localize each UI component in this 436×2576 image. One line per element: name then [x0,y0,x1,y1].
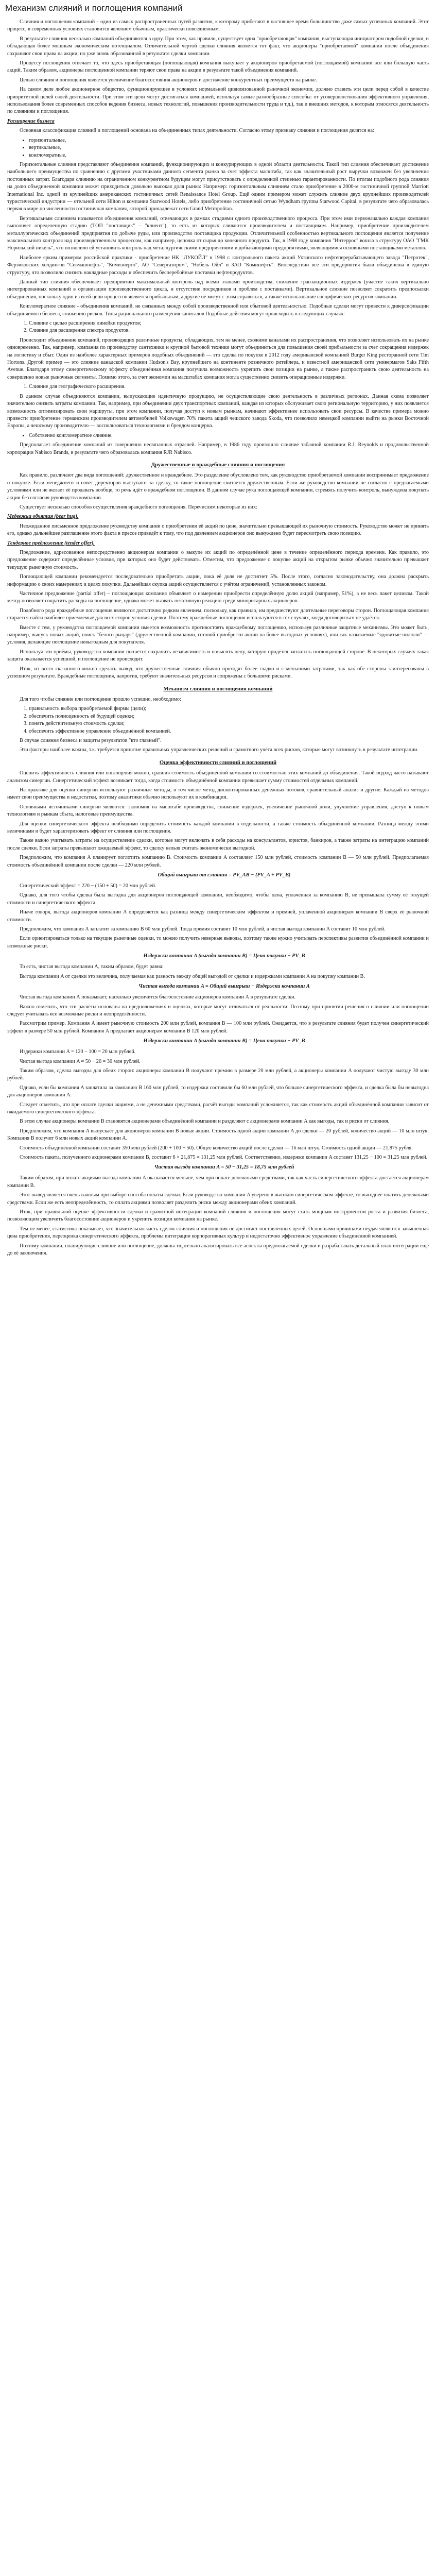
list-item: • горизонтальные, [29,137,429,144]
section-heading: Механизм слияния и поглощения компаний [163,686,273,692]
page-title: Механизм слияний и поглощения компаний [5,3,183,13]
paragraph: Иначе говоря, выгода акционеров компании A определяется как разница между синергетическим эффектом и премией, уплаченной акционерам компании B сверх её рыночной стоимости. [7,909,429,923]
paragraph: Горизонтальные слияния представляют объединения компаний, функционирующих и конкурирующих в одной области деятельности. Такой тип слияния обеспечивает достижение наибольшего преимущества по сравнению с другими участниками данного сегмента рынка за счет эффекта масштаба, так как значительный рост выручки возможен без увеличения постоянных затрат. Благодаря слиянию на ограниченном конкурентном будущем могут присутствовать с определенной степенью гарантированности. По итогам подобного рода слияния на долю объединенной компании может приходиться довольно высокая доля рынка: Например: горизонтальным слиянием стало приобретение в 2000-м гостиничной группой Marriott International Inc. одной из крупнейших американских гостиничных сетей Renaissance Hotel Group. Ещё одним примером может служить слияние двух крупнейших производителей туристической индустрии — отельной сети Hilton и компании Starwood Hotels, либо приобретение гостиничной сетью Wyndham группы Starwood Capital, в результате чего образовалась первая в мире по численности гостиничная компания, которой принадлежат сети Grand Metropolitan. [7,161,429,212]
paragraph: Слияния и поглощения компаний – один из самых распространенных путей развития, к которому прибегают в настоящее время большинство даже самых успешных компаний. Этот процесс, в современных условиях становится явлением обычным, практически повседневным. [7,19,429,32]
paragraph: Рассмотрим пример. Компания A имеет рыночную стоимость 200 млн рублей, компания B — 100 млн рублей. Ожидается, что в результате слияния будет получен синергетический эффект в размере 50 млн рублей. Компания A предлагает акционерам компании B 120 млн рублей. [7,1021,429,1034]
paragraph: Данный тип слияния обеспечивает предприятию максимальный контроль над всеми этапами производства, снижение транзакционных издержек (участие таких вертикально интегрированных компаний в организации производственного цикла, и отсутствие посредников и проблем с поставками). Вертикальное слияние позволяет сократить предпосылки объединения, поскольку один из всей цепи процессов является прибыльным, а другие не могут с этим справиться, а также использование специфических ресурсов компании. [7,279,429,300]
subheading-line [7,513,429,520]
paragraph: Предположим, что компания A выпускает для акционеров компании B новые акции. Стоимость одной акции компании A до сделки — 20 рублей, количество акций — 10 млн штук. Компания B получит 6 млн новых акций компании A. [7,1128,429,1142]
list-item: 3. понять действительную стоимость сделки; [29,720,429,727]
paragraph: Вместе с тем, у руководства поглощаемой компании имеется возможность противостоять враждебному поглощению, используя различные защитные механизмы. Это может быть, например, выпуск новых акций, поиск "белого рыцаря" (дружественной компании, готовой приобрести акции на более выгодных условиях), или так называемые "ядовитые пилюли" — условия, делающие поглощение невыгодным для покупателя. [7,624,429,646]
paragraph: Как правило, различают два вида поглощений: дружественное и враждебное. Это разделение обусловлено тем, как руководство приобретаемой компании воспринимает предложение о покупке. Если менеджмент и совет директоров выступают за сделку, то такое поглощение считается дружественным. Если же руководство компании не согласно с предлагаемыми условиями или не желает её продавать вообще, то речь идёт о враждебном поглощении. В данном случае рука поглощающей компании, стремясь получить контроль, вынуждена покупать акции без согласия руководства компании. [7,472,429,501]
paragraph: Неожиданное письменное предложение руководству компании о приобретении её акций по цене, значительно превышающей их рыночную стоимость. Руководство может не принять его, однако дальнейшее разглашение этого факта в прессе приведёт к тому, что под давлением акционеров оно вынуждено будет пересмотреть свою позицию. [7,523,429,537]
paragraph: Однако, для того чтобы сделка была выгодна для акционеров поглощающей компании, необходимо, чтобы цена, уплаченная за компанию B, не превышала сумму её текущей стоимости и синергетического эффекта. [7,892,429,906]
bullet-list [7,432,429,439]
list-item: 2. Слияние для расширения спектра продуктов. [29,327,429,334]
formula: Чистая выгода компании A = Общий выигрыш − Издержки компании A [138,984,310,990]
paragraph: Используя эти приёмы, руководство компании пытается сохранить независимость и повысить цену, которую придётся заплатить поглощающей стороне. В некоторых случаях такая защита оказывается успешной, и поглощение не происходит. [7,649,429,663]
paragraph: Поглощающей компании рекомендуется последовательно приобретать акции, пока её доля не достигнет 5%. После этого, согласно законодательству, она должна раскрыть информацию о своих намерениях и целях покупки. Дальнейшая скупка акций осуществляется с учётом ограничений, установленных законом. [7,574,429,587]
paragraph: Процессу поглощения отвечает то, что здесь приобретающая (поглощающая) компания выкупает у акционеров приобретаемой (поглощаемой) компании все или большую часть акций. Таким образом, акционеры поглощенной компании теряют свои права на акции в результате такой объединения компаний. [7,60,429,74]
paragraph: Конгломератное слияние - объединения компаний, не связанных между собой производственной или сбытовой деятельностью. Подобные сделки могут привести к диверсификации объединяемого бизнеса, снижению рисков. Типы рационального размещения капиталов Подобные действия могут происходить в следующих случаях: [7,303,429,317]
paragraph: Целью слияния и поглощения является увеличение благосостояния акционеров и достижение конкурентных преимуществ на рынке. [20,77,317,83]
paragraph: Тем не менее, статистика показывает, что значительная часть сделок слияния и поглощения не достигает поставленных целей. Основными причинами неудач являются завышенная цена приобретения, переоценка синергетического эффекта, проблемы интеграции корпоративных культур и недостаточно эффективное управление объединённой компанией. [7,1226,429,1240]
paragraph: Для оценки синергетического эффекта необходимо определить стоимость каждой компании в отдельности, а также стоимость объединённой компании. Разница между этими величинами и будет характеризовать эффект от слияния или поглощения. [7,821,429,834]
list-item: • вертикальные, [29,144,429,151]
list-item: • Собственно конгломератное слияние. [29,432,429,439]
list-item: • конгломератные. [29,152,429,159]
list-item: 1. правильность выбора приобретаемой фирмы (цели); [29,705,429,713]
section-heading: Дружественные и враждебные слияния и поглощения [151,462,285,468]
subheading: Медвежьи объятия (bear hug). [7,514,79,520]
paragraph: Чистая выгода компании А показывает, насколько увеличится благосостояние акционеров компании А в результате сделки. [20,994,295,1001]
paragraph: В данном случае объединяются компании, выпускающие идентичную продукцию, не осуществляющие свою деятельность в различных регионах. Данная схема позволяет значительно снизить затраты компании. Так, например, при объединении двух транспортных компаний, каждая из которых обслуживает свою региональную территорию, у них появляется возможность оптимизировать свои маршруты, при этом компании, получая доступ к новым рынкам, начинают эффективнее использовать свои ресурсы. В качестве примера можно привести приобретение германским производителем автомобилей Volkswagen 70% пакета акций чешского завода Skoda, что позволило немецкой компании выйти на рынки Восточной Европы, а чешскому производителю — воспользоваться технологиями и брендом концерна. [7,393,429,429]
paragraph: Предложение, адресованное непосредственно акционерам компании о выкупе их акций по определённой цене в течение определённого периода времени. Как правило, это предложение содержит определённые условия, при которых оно будет действовать. Отметим, что предложение о покупке акций на открытом рынке обычно значительно превышает текущую рыночную стоимость. [7,550,429,570]
paragraph: В этом случае акционеры компании B становятся акционерами объединённой компании и разделяют с акционерами компании A как выгоды, так и риски от слияния. [20,1118,390,1125]
paragraph: Стоимость объединённой компании составит 350 млн рублей (200 + 100 + 50). Общее количество акций после сделки — 16 млн штук. Стоимость одной акции — 21,875 рубля. [20,1145,413,1151]
section-heading: Оценка эффективности слияний и поглощений [159,759,277,766]
paragraph: Этот вывод является очень важным при выборе способа оплаты сделки. Если руководство компании A уверено в высоком синергетическом эффекте, то выгоднее платить денежными средствами. Если же есть неопределённость, то оплата акциями позволяет разделить риски между акционерами обеих компаний. [7,1192,429,1206]
formula: Издержки компании A (выгода компании B) = Цена покупки − PV_B [143,953,305,959]
paragraph: Издержки компании A = 120 − 100 = 20 млн рублей. [20,1049,136,1055]
paragraph: Синергетический эффект = 220 − (150 + 50) = 20 млн рублей. [20,883,156,889]
paragraph: Однако, если бы компания A заплатила за компанию B 160 млн рублей, то издержки составили бы 60 млн рублей, что больше синергетического эффекта, и сделка была бы невыгодна для акционеров компании A. [7,1084,429,1098]
formula: Издержки компании A (выгода компании B) = Цена покупки − PV_B [143,1038,305,1044]
subheading: Расширение бизнеса [7,118,55,124]
paragraph: На самом деле любое акционерное общество, функционирующее в условиях нормальной цивилизованной рыночной экономии, должно ставить эти цели перед собой в качестве приоритетной целей своей деятельности. При этом эти цели могут достигаться компанией, используя самые разнообразные способы: от усовершенствования эффективного управления, использования более современных способов ведения бизнеса, новых технологий, повышения производительности труда и т.д.), так и внешних методов, к которым относятся деятельность по слияниям и поглощения. [7,87,429,115]
paragraph: Основная классификация слияний и поглощений основана на объединенных типах деятельности. Согласно этому признаку слияния и поглощения делятся на: [20,128,374,134]
paragraph: Для того чтобы слияние или поглощение прошло успешно, необходимо: [20,696,181,702]
paragraph: Также важно учитывать затраты на осуществление сделки, которые могут включать в себя расходы на консультантов, юристов, банкиров, а также затраты на интеграцию компаний после сделки. Если затраты превышают ожидаемый эффект, то сделку нельзя считать экономически выгодной. [7,838,429,851]
paragraph: Эти факторы наиболее важны, т.к. требуется принятие правильных управленческих решений и грамотного учёта всех рисков, которые могут возникнуть в результате интеграции. [20,747,418,753]
document-body [7,19,429,1259]
paragraph: То есть, чистая выгода компании A, таким образом, будет равна: [20,964,164,970]
paragraph: Предположим, что компания A заплатит за компанию B 60 млн рублей. Тогда премия составит 10 млн рублей, а чистая выгода компании A составит 10 млн рублей. [20,926,386,933]
paragraph: Следует отметить, что при оплате сделки акциями, а не денежными средствами, расчёт выгоды компаний усложняется, так как стоимость акций объединённой компании зависит от ожидаемого синергетического эффекта. [7,1101,429,1115]
numbered-list [7,705,429,735]
paragraph: В случае слияния бизнеса и защиты результатов "кто главный". [20,737,162,743]
paragraph: На практике для оценки синергии используют различные методы, в том числе метод дисконтированных денежных потоков, сравнительный анализ и другие. Каждый из методов имеет свои преимущества и недостатки, поэтому аналитики обычно используют их в комбинации. [7,787,429,801]
paragraph: Предположим, что компания A планирует поглотить компанию B. Стоимость компании A составляет 150 млн рублей, стоимость компании B — 50 млн рублей. Предполагаемая стоимость объединённой компании после сделки — 220 млн рублей. [7,855,429,868]
list-item: 1. Слияние с целью расширения линейки продуктов; [29,320,429,327]
paragraph: Оценить эффективность слияния или поглощения можно, сравнив стоимость объединённой компании со стоимостью этих компаний до объединения. Такой подход часто называют анализом синергии. Синергетический эффект возникает тогда, когда стоимость объединённой компании превышает сумму стоимостей отдельных компаний. [7,770,429,784]
paragraph: Таким образом, при оплате акциями выгода компании A оказывается меньше, чем при оплате денежными средствами, так как часть синергетического эффекта достаётся акционерам компании B. [7,1175,429,1189]
paragraph: Предполагает объединение компаний из совершенно несвязанных отраслей. Например, в 1986 году произошло слияние табачной компании R.J. Reynolds и продовольственной корпорации Nabisco Brands, в результате чего образовалась компания RJR Nabisco. [7,442,429,455]
paragraph: Существует несколько способов осуществления враждебного поглощения. Перечислим некоторые из них: [20,504,257,510]
paragraph: Частичное предложение (partial offer) – поглощающая компания объявляет о намерении приобрести определённую долю акций (например, 51%), а не весь пакет целиком. Такой метод позволяет сократить расходы на поглощение, однако может вызвать негативную реакцию среди миноритарных акционеров. [7,591,429,604]
list-item: 2. обеспечить полноценность её будущей оценки; [29,713,429,720]
paragraph: Важно отметить, что эти расчёты основаны на предположениях и оценках, которые могут отличаться от реальности. Поэтому при принятии решения о слиянии или поглощении следует учитывать все возможные риски и неопределённости. [7,1004,429,1017]
paragraph: Происходит объединение компаний, производящих различные продукты, обладающих, тем не менее, схожими каналами их распространения, что позволяет использовать их на рынке одновременно. Так, например, компания по производству сантехники и крупной бытовой техники могут объединиться для повышения своей прибыльности за счет сокращения издержек на логистику и сбыт. Один из наиболее характерных примеров подобных объединений — это сделка по покупке в 2012 году американской компанией Burger King ресторанной сети Tim Hortons. Другой пример — это слияние канадской компании Hudson's Bay, крупнейшего на континенте розничного ритейлера, и известной американской сети универмагов Saks Fifth Avenue. Благодаря этому синергетическому эффекту объединённая компания получила возможность укрепить свои позиции на рынке, а также распространить свою деятельность на совершенно новые рыночные сегменты. Помимо этого, за счет экономии на масштабах компания могла существенно снизить операционные издержки. [7,337,429,380]
paragraph: Итак, из всего сказанного можно сделать вывод, что дружественные слияния обычно проходят более гладко и с меньшими затратами, так как обе стороны заинтересованы в успешном результате. Враждебные поглощения, напротив, требуют значительных ресурсов и сопряжены с большими рисками. [7,666,429,680]
paragraph: Подобного рода враждебные поглощения являются достаточно редким явлением, поскольку, как правило, им предшествуют длительные переговоры сторон. Поглощающая компания старается найти наиболее приемлемые для всех сторон условия сделки. Поэтому враждебные поглощения используются в тех случаях, когда договориться не удаётся. [7,607,429,621]
paragraph: Вертикальным слиянием называется объединения компаний, отвечающих в рамках стадиями одного производственного процесса. При этом ими первоначально каждая компания выполняет определенную стадию (ТОП "поставщик" – "клиент"), то есть из которых сливаются производителем и поставщиком. Например, приобретение производителем металлургических объединений предприятия по добыче руды, или производство поставщика продукции. Отличительной особенностью вертикального поглощения является получение максимального контроля над производственным процессом, как например, цепочка от сырья до конечного продукта. Так, в 1998 году компания "Интеррос" вошла в структуру ОАО "ГМК Норильский никель", что позволило ей установить контроль над металлургическими предприятиями и добывающими предприятиями, являющимися основными поставщиками металлов. [7,215,429,251]
paragraph: Таким образом, сделка выгодна для обеих сторон: акционеры компании B получают премию в размере 20 млн рублей, а акционеры компании A получают чистую выгоду 30 млн рублей. [7,1067,429,1081]
list-item: 1. Слияние для географического расширения. [29,383,429,391]
formula: Чистая выгода компании A = 50 − 31,25 = 18,75 млн рублей [154,1164,294,1171]
formula: Общий выигрыш от слияния = PV_AB − (PV_A + PV_B) [158,872,291,878]
subheading-line [7,118,429,125]
subheading: Тендерное предложение (tender offer). [7,540,95,546]
paragraph: Итак, при правильной оценке эффективности сделки и грамотной интеграции компаний слияния и поглощения могут стать мощным инструментом роста и развития бизнеса, позволяющим увеличить благосостояние акционеров и укрепить позиции компании на рынке. [7,1209,429,1223]
paragraph: Основными источниками синергии являются: экономия на масштабе производства, снижение издержек, увеличение рыночной доли, улучшение управления, доступ к новым технологиям и рынкам сбыта, налоговые преимущества. [7,804,429,818]
header-bar [0,0,436,16]
paragraph: Выгода компании A от сделки это величина, получаемая как разность между общей выгодой от сделки и издержками компании A на покупку компании B. [20,973,365,979]
paragraph: В результате слияния несколько компаний объединяются в одну. При этом, как правило, существует одна "приобретающая" компания, выступающая инициатором подобной сделки, и обладающая более мощным экономическим потенциалом. Отличительной чертой сделки слияния является тот факт, что акционеры "приобретаемой" компании после объединения сохраняют свои права на акции, но уже вновь образованной в результате сделки компании. [7,36,429,57]
paragraph: Поэтому компании, планирующие слияние или поглощение, должны тщательно анализировать все аспекты предполагаемой сделки и разрабатывать детальный план интеграции ещё до её заключения. [7,1243,429,1257]
numbered-list [7,383,429,391]
paragraph: Стоимость пакета, полученного акционерами компании B, составит 6 × 21,875 = 131,25 млн рублей. Соответственно, издержки компании A составят 131,25 − 100 = 31,25 млн рублей. [20,1155,428,1160]
paragraph: Наиболее ярким примером российской практики - приобретение НК "ЛУКОЙЛ" в 1998 г. контрольного пакета акций Ухтинского нефтеперерабатывающего завода "Петротек", Ферзиковских холдингов "Севмашнефть", "Комиэнерго", АО "Севергазпром", "Нобель Ойл" и ЗАО "Коминефть". Впоследствии все эти предприятия были объединены в единую структуру, что позволило снизить накладные расходы и обеспечить бесперебойные поставки нефтепродуктов. [7,255,429,276]
paragraph: Чистая выгода компании A = 50 − 20 = 30 млн рублей. [20,1058,141,1064]
list-item: 4. обеспечить эффективное управление объединённой компанией. [29,728,429,735]
subheading-line [7,540,429,547]
bullet-list [7,137,429,159]
paragraph: Если ориентироваться только на текущие рыночные оценки, то можно получить неверные выводы, поэтому также нужно учитывать перспективы развития объединённой компании и возможные риски. [7,936,429,949]
numbered-list [7,320,429,335]
